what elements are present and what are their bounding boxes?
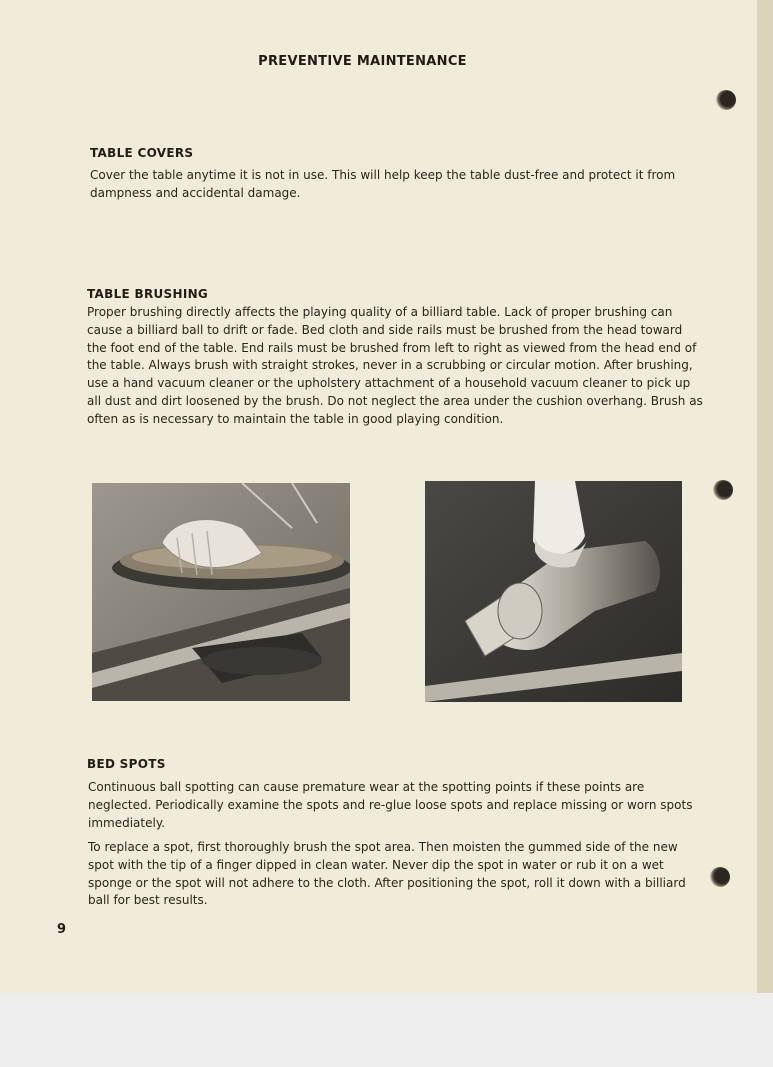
page-number: 9 <box>57 922 67 937</box>
page-title: PREVENTIVE MAINTENANCE <box>258 54 467 69</box>
page-edge-shadow <box>757 0 773 993</box>
table-covers-text: Cover the table anytime it is not in use. This will help keep the table dust-free and protect it from dampness and accidental damage. <box>90 168 676 200</box>
section-heading-bed-spots: BED SPOTS <box>87 757 166 771</box>
brush-on-cloth-illustration <box>92 483 350 701</box>
hand-vacuum-illustration <box>425 481 682 702</box>
bed-spots-text-1: Continuous ball spotting can cause premature wear at the spotting points if these points are neglected. Periodically examine the spots and re-glue loose spots and replace missing or worn spots immediately. <box>88 780 693 830</box>
section-heading-table-brushing: TABLE BRUSHING <box>87 287 209 301</box>
binder-hole-middle <box>713 480 733 500</box>
bed-spots-text-2: To replace a spot, first thoroughly brush the spot area. Then moisten the gummed side of the new spot with the tip of a finger dipped in clean water. Never dip the spot in water or rub it on a wet sponge or the spot will not adhere to the cloth. After positioning the spot, roll it down with a billiard ball for best results. <box>88 840 686 908</box>
binder-hole-bottom <box>710 867 730 887</box>
table-brushing-text: Proper brushing directly affects the playing quality of a billiard table. Lack of proper brushing can cause a billiard ball to drift or fade. Bed cloth and side rails must be brushed from the head toward the foot end of the table. End rails must be brushed from left to right as viewed from the head end of the table. Always brush with straight strokes, never in a scrubbing or circular motion. After brushing, use a hand vacuum cleaner or the upholstery attachment of a household vacuum cleaner to pick up all dust and dirt loosened by the brush. Do not neglect the area under the cushion overhang. Brush as often as is necessary to maintain the table in good playing condition. <box>87 305 703 426</box>
section-heading-table-covers: TABLE COVERS <box>90 146 194 160</box>
photo-brushing-table <box>92 483 350 701</box>
scan-background <box>0 993 773 1067</box>
binder-hole-top <box>716 90 736 110</box>
photo-vacuum-cleaning <box>425 481 682 702</box>
